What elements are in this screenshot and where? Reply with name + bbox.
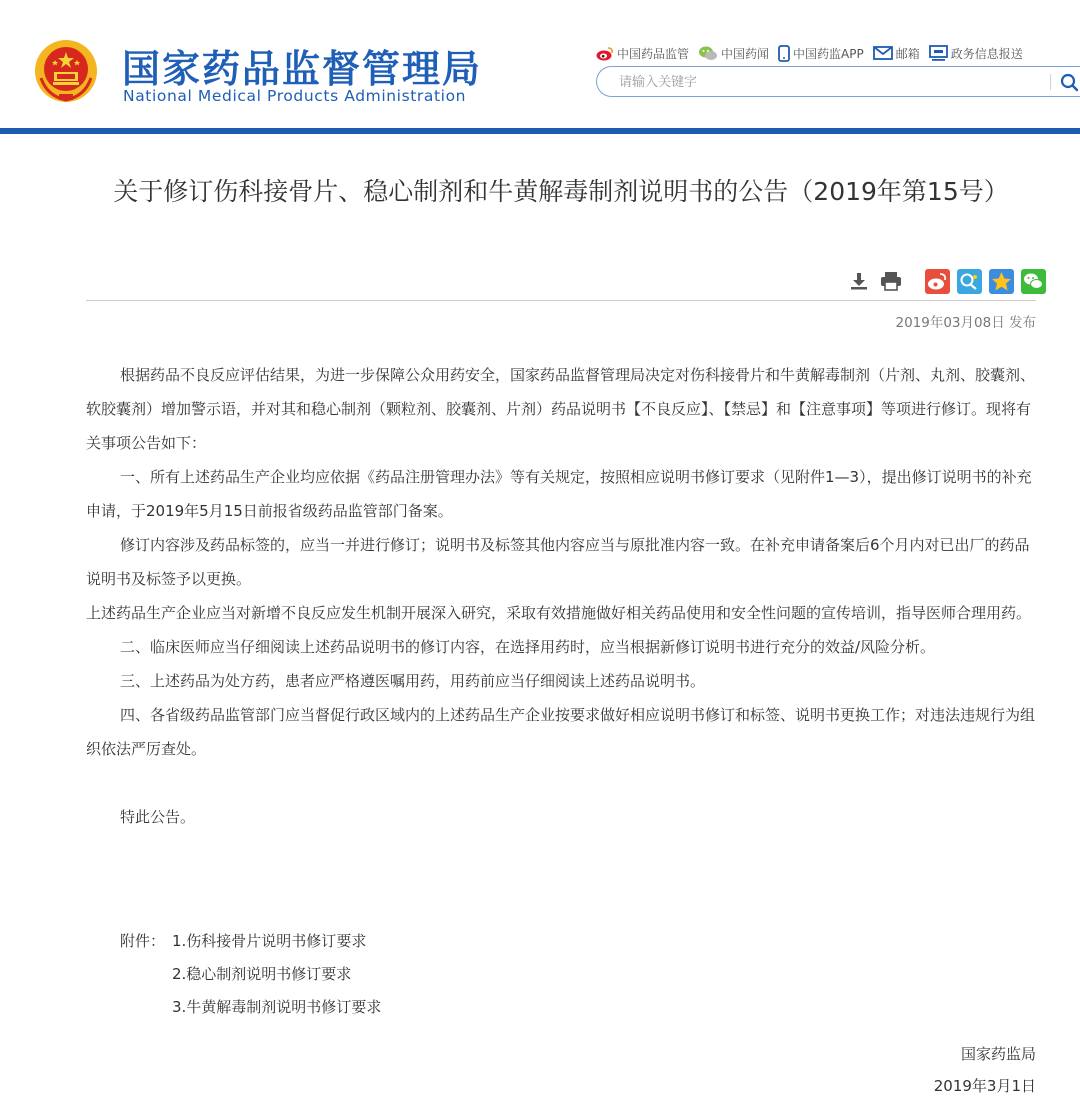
header-divider [0, 128, 1080, 134]
toplink-report[interactable] [929, 45, 1023, 62]
article-body [86, 358, 1038, 834]
share-qzone[interactable] [988, 268, 1014, 294]
share-wechat[interactable] [1020, 268, 1046, 294]
toplink-wechat-label: 中国药闻 [721, 46, 770, 61]
attachment-row [120, 925, 381, 958]
paragraph: 二、临床医师应当仔细阅读上述药品说明书的修订内容，在选择用药时，应当根据新修订说明书进行充分的效益/风险分析。 [120, 638, 936, 656]
print-icon [880, 271, 902, 291]
mobile-icon [778, 45, 790, 62]
qq-share-icon [957, 269, 982, 294]
search-input[interactable] [619, 72, 1019, 92]
attachments-label-spacer [120, 991, 172, 1024]
share-weibo[interactable] [924, 268, 950, 294]
attachment-link[interactable]: 3.牛黄解毒制剂说明书修订要求 [172, 998, 382, 1016]
toplink-mail-label: 邮箱 [895, 46, 920, 61]
computer-icon [929, 45, 948, 61]
toplink-mail[interactable] [873, 45, 920, 62]
wechat-icon [698, 46, 718, 61]
download-button[interactable] [846, 268, 872, 294]
attachment-link[interactable]: 2.稳心制剂说明书修订要求 [172, 965, 352, 983]
site-title-cn: 国家药品监督管理局 [122, 47, 483, 91]
toplink-weibo[interactable] [596, 45, 689, 62]
toplink-app-label: 中国药监APP [793, 46, 864, 61]
issue-date: 2019年3月1日 [933, 1077, 1036, 1095]
share-qq[interactable] [956, 268, 982, 294]
download-icon [849, 271, 869, 291]
attachment-row [120, 958, 381, 991]
weibo-share-icon [925, 269, 950, 294]
attachments [120, 925, 381, 1024]
issuer: 国家药监局 [960, 1045, 1036, 1063]
toplink-weibo-label: 中国药品监管 [617, 46, 690, 61]
national-emblem-icon [33, 38, 99, 104]
search-box [596, 66, 1080, 97]
toplink-wechat[interactable] [698, 45, 769, 62]
article-tools [840, 266, 1046, 296]
toplink-report-label: 政务信息报送 [950, 46, 1023, 61]
weibo-icon [596, 46, 614, 61]
publish-date: 2019年03月08日 发布 [895, 315, 1036, 331]
wechat-share-icon [1021, 269, 1046, 294]
paragraph: 上述药品生产企业应当对新增不良反应发生机制开展深入研究，采取有效措施做好相关药品使用和安全性问题的宣传培训，指导医师合理用药。 [86, 604, 1032, 622]
spacer [86, 766, 1038, 800]
closing-text: 特此公告。 [120, 808, 196, 826]
title-divider [86, 300, 1036, 301]
mail-icon [873, 46, 893, 60]
paragraph: 根据药品不良反应评估结果，为进一步保障公众用药安全，国家药品监督管理局决定对伤科接骨片和牛黄解毒制剂（片剂、丸剂、胶囊剂、软胶囊剂）增加警示语，并对其和稳心制剂（颗粒剂、胶囊剂、片剂）药品说明书【不良反应】、【禁忌】和【注意事项】等项进行修订。现将有关事项公告如下： [86, 366, 1036, 452]
paragraph: 四、各省级药品监管部门应当督促行政区域内的上述药品生产企业按要求做好相应说明书修订和标签、说明书更换工作；对违法违规行为组织依法严厉查处。 [86, 706, 1036, 758]
paragraph: 三、上述药品为处方药，患者应严格遵医嘱用药，用药前应当仔细阅读上述药品说明书。 [120, 672, 706, 690]
site-header [0, 0, 1080, 130]
attachments-label: 附件： [120, 932, 166, 950]
search-icon[interactable] [1057, 70, 1080, 94]
top-links [596, 43, 1032, 63]
print-button[interactable] [878, 268, 904, 294]
toplink-app[interactable] [778, 45, 864, 62]
signoff [934, 1038, 1036, 1102]
paragraph: 修订内容涉及药品标签的，应当一并进行修订；说明书及标签其他内容应当与原批准内容一致。在补充申请备案后6个月内对已出厂的药品说明书及标签予以更换。 [86, 536, 1030, 588]
qzone-share-icon [989, 269, 1014, 294]
paragraph: 一、所有上述药品生产企业均应依据《药品注册管理办法》等有关规定，按照相应说明书修订要求（见附件1—3），提出修订说明书的补充申请，于2019年5月15日前报省级药品监管部门备案。 [86, 468, 1032, 520]
site-title-en: National Medical Products Administration [123, 87, 467, 105]
attachments-label-spacer [120, 958, 172, 991]
article-title: 关于修订伤科接骨片、稳心制剂和牛黄解毒制剂说明书的公告（2019年第15号） [113, 177, 1009, 206]
attachment-link[interactable]: 1.伤科接骨片说明书修订要求 [172, 932, 367, 950]
search-separator [1050, 74, 1051, 90]
attachment-row [120, 991, 381, 1024]
